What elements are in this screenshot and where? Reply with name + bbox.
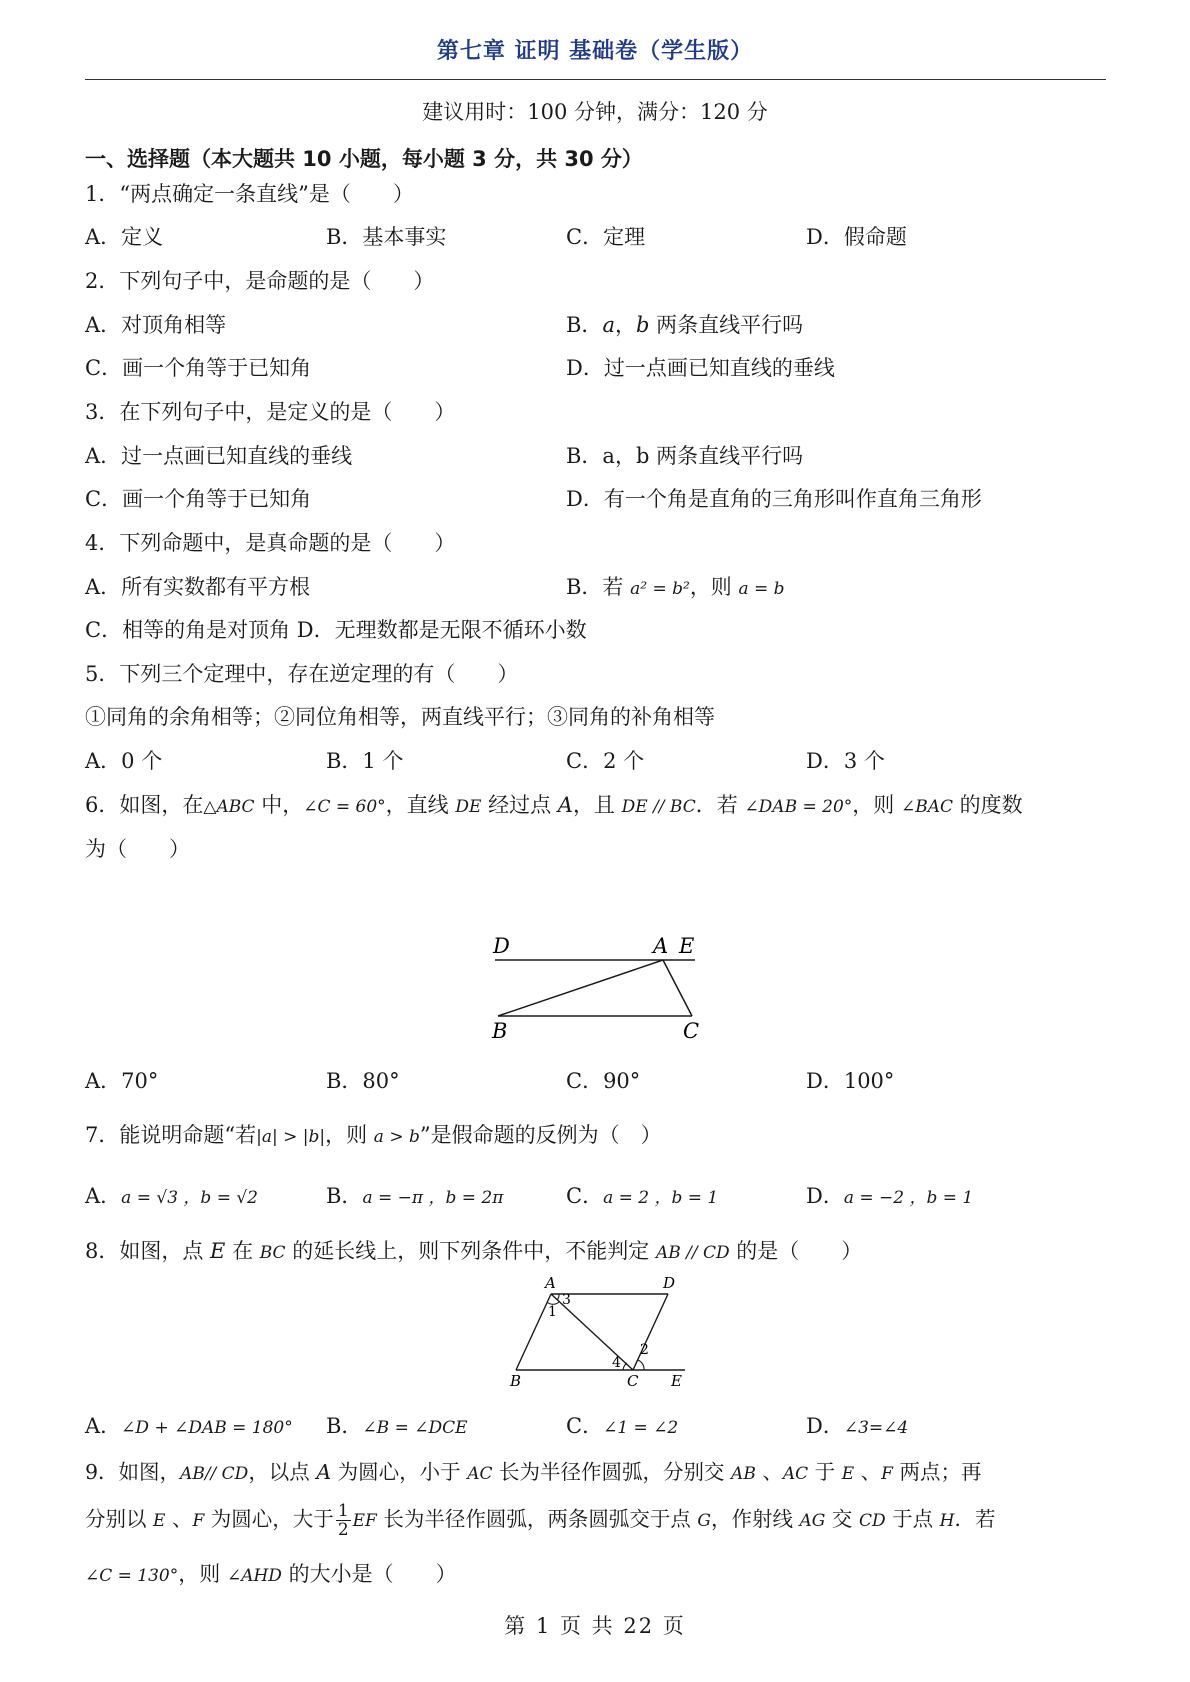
q1-option-c: C．定理 (566, 225, 646, 249)
q2-var-a: a (602, 313, 615, 337)
question-8-stem (85, 1235, 862, 1265)
q9-l1-m3: 长为半径作圆弧，分别交 (492, 1460, 732, 1484)
time-score-note: 建议用时：100 分钟，满分：120 分 (422, 100, 768, 124)
q8-label-b: B (510, 1372, 522, 1388)
q3-option-a: A．过一点画已知直线的垂线 (85, 444, 353, 468)
page-footer: 第 1 页 共 22 页 (504, 1614, 686, 1638)
q9-l1-m4: 、 (755, 1460, 783, 1484)
q2-option-b-text: 两条直线平行吗 (649, 313, 804, 337)
q9-point-a: A (316, 1460, 332, 1484)
q8-arc-angle-2 (638, 1360, 644, 1370)
q5-theorem-list: ①同角的余角相等；②同位角相等，两直线平行；③同角的补角相等 (85, 705, 715, 729)
q7-option-c (566, 1180, 718, 1210)
q3-option-b: B．a，b 两条直线平行吗 (566, 444, 804, 468)
q9-fraction-numerator: 1 (337, 1501, 349, 1521)
q2-var-b: b (635, 313, 650, 337)
page-title: 第七章 证明 基础卷（学生版） (436, 39, 754, 64)
q7-abs-inequality: |a| > |b| (256, 1127, 326, 1147)
q4-option-c-d: C．相等的角是对顶角 D．无理数都是无限不循环小数 (85, 618, 587, 642)
section-title: 一、选择题（本大题共 10 小题，每小题 3 分，共 30 分） (85, 147, 643, 171)
q8-option-d-math: ∠3=∠4 (843, 1418, 909, 1438)
q7-conclusion: a > b (373, 1127, 420, 1147)
q8-option-c-label: C． (566, 1414, 604, 1438)
q6-figure (480, 930, 710, 1042)
q6-label-e: E (679, 934, 695, 958)
q8-option-b-label: B． (326, 1414, 363, 1438)
q8-angle-label-3: 3 (562, 1292, 571, 1308)
q7-option-d-math: a = −2 ，b = 1 (843, 1188, 974, 1208)
q6-point-a: A (557, 793, 573, 817)
question-9-line-2 (85, 1502, 995, 1539)
q2-separator: ， (614, 313, 636, 337)
q6-stem-line2: 为（ ） (85, 837, 190, 861)
q9-fraction-denominator: 2 (337, 1520, 349, 1540)
question-2-stem: 2．下列句子中，是命题的是（ ） (85, 269, 435, 293)
q6-option-c: C．90° (566, 1069, 641, 1093)
q9-segment-ac-2: AC (782, 1464, 809, 1484)
question-5-stem: 5．下列三个定理中，存在逆定理的有（ ） (85, 662, 519, 686)
q7-stem-prefix: 7．能说明命题“若 (85, 1123, 257, 1147)
q6-parallel: DE // BC (621, 797, 696, 817)
q9-l3-rest: 的大小是（ ） (281, 1562, 457, 1586)
q6-stem-m3: 经过点 (481, 793, 558, 817)
q8-option-d-label: D． (806, 1414, 844, 1438)
q8-angle-label-1: 1 (548, 1304, 557, 1320)
q6-label-a: A (653, 934, 669, 958)
q9-segment-ab: AB (731, 1464, 756, 1484)
q8-stem-m2: 的延长线上，则下列条件中，不能判定 (285, 1239, 656, 1263)
q9-l2-prefix: 分别以 (85, 1507, 154, 1531)
q7-option-c-math: a = 2 ，b = 1 (603, 1188, 719, 1208)
q9-prefix: 9．如图， (85, 1460, 181, 1484)
question-9-line-3 (85, 1558, 457, 1588)
q6-label-c: C (683, 1019, 700, 1042)
q7-option-d-label: D． (806, 1184, 844, 1208)
q1-option-a: A．定义 (85, 225, 164, 249)
question-7-stem (85, 1119, 662, 1149)
q9-point-e: E (841, 1464, 855, 1484)
q8-arc-angle-3 (557, 1294, 559, 1300)
q1-option-b: B．基本事实 (326, 225, 447, 249)
q7-option-a-label: A． (85, 1184, 122, 1208)
q9-l2-m6: 于点 (885, 1507, 940, 1531)
q5-option-a: A．0 个 (85, 749, 163, 773)
q6-stem-m1: 中， (254, 793, 304, 817)
q8-label-a: A (545, 1274, 556, 1292)
q8-segment-ab (516, 1294, 551, 1370)
q8-label-e: E (671, 1372, 682, 1388)
q6-angle-bac: ∠BAC (900, 797, 953, 817)
q6-segment-ac (663, 960, 692, 1016)
q9-segment-ac: AC (467, 1464, 493, 1484)
q6-stem-m7: 的度数 (952, 793, 1023, 817)
q9-parallel: AB// CD (180, 1464, 249, 1484)
header-divider (85, 79, 1106, 80)
q9-fraction-half (336, 1502, 351, 1539)
q4-option-b-mid: ，则 (689, 575, 739, 599)
q8-stem-prefix: 8．如图，点 (85, 1239, 211, 1263)
q8-segment-bc: BC (259, 1243, 286, 1263)
q2-option-c: C．画一个角等于已知角 (85, 356, 312, 380)
q6-option-a: A．70° (85, 1069, 159, 1093)
q7-stem-mid: ，则 (325, 1123, 374, 1147)
question-1-stem: 1．“两点确定一条直线”是（ ） (85, 182, 414, 206)
q2-option-a: A．对顶角相等 (85, 313, 227, 337)
q6-segment-ab (498, 960, 663, 1016)
q6-angle-dab: ∠DAB = 20° (744, 797, 853, 817)
q5-option-d: D．3 个 (806, 749, 885, 773)
q3-option-c: C．画一个角等于已知角 (85, 487, 312, 511)
q4-math-equal: a = b (738, 579, 785, 599)
q6-triangle: △ABC (203, 797, 255, 817)
q9-angle-c: ∠C = 130° (85, 1566, 179, 1586)
q4-option-b-label: B．若 (566, 575, 631, 599)
q6-option-b: B．80° (326, 1069, 400, 1093)
q6-stem-m6: ，则 (852, 793, 901, 817)
q8-angle-label-2: 2 (640, 1342, 649, 1358)
q9-point-g: G (697, 1511, 711, 1531)
q2-option-b (566, 309, 803, 339)
q2-option-d: D．过一点画已知直线的垂线 (566, 356, 835, 380)
q7-option-a-math: a = √3 ，b = √2 (121, 1188, 258, 1208)
q6-option-d: D．100° (806, 1069, 895, 1093)
q9-l2-m2: 为圆心，大于 (204, 1507, 334, 1531)
q9-l1-m5: 于 (808, 1460, 842, 1484)
q6-label-d: D (493, 934, 510, 958)
q8-stem-rest: 的是（ ） (729, 1239, 863, 1263)
q4-option-a: A．所有实数都有平方根 (85, 575, 311, 599)
q8-option-a-label: A． (85, 1414, 122, 1438)
q7-option-b-math: a = −π ，b = 2π (362, 1188, 504, 1208)
q8-option-d (806, 1410, 908, 1440)
q8-segment-dc (633, 1294, 668, 1370)
q9-ray-ag: AG (799, 1511, 826, 1531)
q8-option-c (566, 1410, 678, 1440)
q8-figure (505, 1272, 700, 1388)
q6-angle-c: ∠C = 60° (303, 797, 386, 817)
q8-option-c-math: ∠1 = ∠2 (603, 1418, 679, 1438)
q9-point-h: H (939, 1511, 955, 1531)
q9-l1-m7: 两点；再 (892, 1460, 982, 1484)
q9-segment-ef: EF (352, 1511, 377, 1531)
q8-label-c: C (627, 1372, 639, 1388)
q9-l2-m4: ，作射线 (711, 1507, 800, 1531)
q8-angle-label-4: 4 (612, 1355, 621, 1371)
q9-l2-m1: 、 (165, 1507, 193, 1531)
question-6-stem (85, 789, 1023, 819)
q5-option-b: B．1 个 (326, 749, 404, 773)
q7-stem-rest: ”是假命题的反例为（ ） (419, 1123, 662, 1147)
q4-math-squares: a² = b² (630, 579, 690, 599)
q6-stem-m5: ．若 (695, 793, 745, 817)
q6-stem-prefix: 6．如图，在 (85, 793, 204, 817)
q6-line-de: DE (455, 797, 482, 817)
q6-stem-m4: ，且 (572, 793, 622, 817)
q7-option-a (85, 1180, 258, 1210)
q6-stem-m2: ，直线 (385, 793, 456, 817)
q9-point-f: F (881, 1464, 893, 1484)
q8-option-b-math: ∠B = ∠DCE (362, 1418, 468, 1438)
q7-option-d (806, 1180, 973, 1210)
q6-label-b: B (492, 1019, 508, 1042)
q3-option-d: D．有一个角是直角的三角形叫作直角三角形 (566, 487, 982, 511)
q7-option-b-label: B． (326, 1184, 363, 1208)
q8-arc-angle-4 (623, 1363, 627, 1370)
q9-angle-ahd: ∠AHD (226, 1566, 282, 1586)
q1-option-d: D．假命题 (806, 225, 907, 249)
q7-option-c-label: C． (566, 1184, 604, 1208)
question-3-stem: 3．在下列句子中，是定义的是（ ） (85, 400, 456, 424)
q9-l2-m5: 交 (825, 1507, 859, 1531)
q8-option-a-math: ∠D + ∠DAB = 180° (121, 1418, 293, 1438)
q8-stem-m1: 在 (225, 1239, 260, 1263)
q8-label-d: D (663, 1274, 676, 1292)
q9-l2-m7: ．若 (954, 1507, 996, 1531)
q9-l2-point-f: F (192, 1511, 205, 1531)
q4-option-b (566, 571, 785, 601)
q8-option-b (326, 1410, 468, 1440)
question-4-stem: 4．下列命题中，是真命题的是（ ） (85, 531, 456, 555)
q8-point-e: E (210, 1239, 226, 1263)
q9-l1-m2: 为圆心，小于 (331, 1460, 468, 1484)
q7-option-b (326, 1180, 503, 1210)
q9-l1-m6: 、 (854, 1460, 882, 1484)
question-9-line-1 (85, 1455, 981, 1485)
q9-l2-m3: 长为半径作圆弧，两条圆弧交于点 (376, 1507, 698, 1531)
q2-option-b-label: B． (566, 313, 603, 337)
q5-option-c: C．2 个 (566, 749, 645, 773)
q9-l3-m1: ，则 (178, 1562, 227, 1586)
q8-parallel: AB // CD (655, 1243, 730, 1263)
q9-segment-cd: CD (858, 1511, 886, 1531)
q9-l2-point-e: E (153, 1511, 166, 1531)
q9-l1-m1: ，以点 (248, 1460, 317, 1484)
q8-option-a (85, 1410, 293, 1440)
